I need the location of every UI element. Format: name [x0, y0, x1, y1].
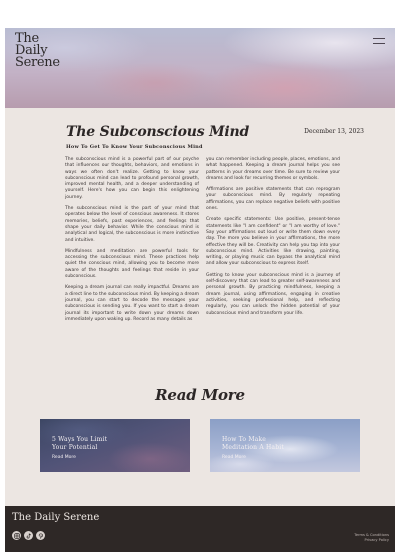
read-more-card-limit-potential[interactable]: [40, 419, 190, 472]
article-paragraph: Mindfulness and meditation are powerful tools for accessing the subconscious mind. These practices help quiet the conscious mind, allowing you to become more aware of the thoughts and feelings that reside in your subconscious.: [65, 248, 199, 280]
card-title: [52, 436, 182, 451]
article-subtitle: How To Get To Know Your Subconscious Mind: [66, 144, 203, 150]
pinterest-icon[interactable]: [36, 531, 45, 540]
article-paragraph: you can remember including people, places, emotions, and what happened. Keeping a dream journal helps you see patterns in your dreams over time. Be sure to review your dreams and look for recurring themes or symbols.: [206, 157, 340, 181]
card-title: [222, 436, 352, 451]
card-title-line-1: 5 Ways You Limit: [52, 436, 108, 443]
tiktok-icon[interactable]: [24, 531, 33, 540]
article-date: December 13, 2023: [304, 128, 364, 135]
terms-link[interactable]: Terms & Conditions: [354, 533, 389, 537]
article-paragraph: Getting to know your subconscious mind is a journey of self-discovery that can lead to greater self-awareness and personal growth. By practicing mindfulness, keeping a dream journal, using affirmations, engaging in creative activities, seeking professional help, and reflecting regularly, you can unlock the hidden potential of your subconscious mind and transform your life.: [206, 272, 340, 316]
article-title: The Subconscious Mind: [66, 124, 250, 140]
article-column-right: [206, 157, 340, 322]
article-column-left: [65, 157, 199, 328]
footer-links: [354, 533, 389, 543]
article-paragraph: Keeping a dream journal can really impactful. Dreams are a direct line to the subconscious mind. By keeping a dream journal, you can start to decode the messages your subconscious is sending you. If you want to start a dream journal its important to write down your dreams down immediately upon waking up. Record as many details as: [65, 285, 199, 322]
social-links: [12, 531, 45, 540]
logo-line-3: Serene: [15, 55, 60, 70]
read-more-heading: Read More: [155, 386, 245, 404]
card-title-line-2: Meditation A Habit: [222, 443, 284, 451]
site-logo[interactable]: [15, 33, 75, 69]
logo-line-1: The: [15, 31, 39, 46]
article-paragraph: Create specific statements: Use positive, present-tense statements like "I am confident" or "I am worthy of love." Say your affirmations out loud or write them down every day. The more you believe in your affirmations, the more effective they will be. Creativity can help you tap into your subconscious mind. Activities like drawing, painting, writing, or playing music can bypass the analytical mind and allow your subconscious to express itself.: [206, 217, 340, 267]
instagram-icon[interactable]: [12, 531, 21, 540]
logo-line-2: Daily: [15, 43, 48, 58]
card-read-more-link[interactable]: Read More: [222, 455, 246, 460]
card-title-line-1: How To Make: [222, 436, 267, 443]
hamburger-menu-icon[interactable]: [373, 38, 385, 44]
article-paragraph: The subconscious mind is the part of your mind that operates below the level of conscious awareness. It stores memories, beliefs, past experiences, and feelings that shape your daily behavior. While the conscious mind is analytical and logical, the subconscious is more instinctive and intuitive.: [65, 206, 199, 243]
site-footer: [5, 506, 395, 552]
page: [5, 28, 395, 552]
privacy-policy-link[interactable]: Privacy Policy: [364, 538, 389, 542]
footer-brand-name: The Daily Serene: [12, 512, 100, 523]
card-read-more-link[interactable]: Read More: [52, 455, 76, 460]
article-paragraph: Affirmations are positive statements that can reprogram your subconscious mind. By regularly repeating affirmations, you can replace negative beliefs with positive ones.: [206, 187, 340, 212]
article-paragraph: The subconscious mind is a powerful part of our psyche that influences our thoughts, behaviors, and emotions in ways we often don't realize. Getting to know your subconscious mind can lead to profound personal growth, improved mental health, and a deeper understanding of yourself. Here's how you can begin this enlightening journey.: [65, 157, 199, 200]
card-title-line-2: Your Potential: [52, 443, 98, 451]
read-more-card-meditation-habit[interactable]: [210, 419, 360, 472]
hero-header: [5, 28, 395, 108]
